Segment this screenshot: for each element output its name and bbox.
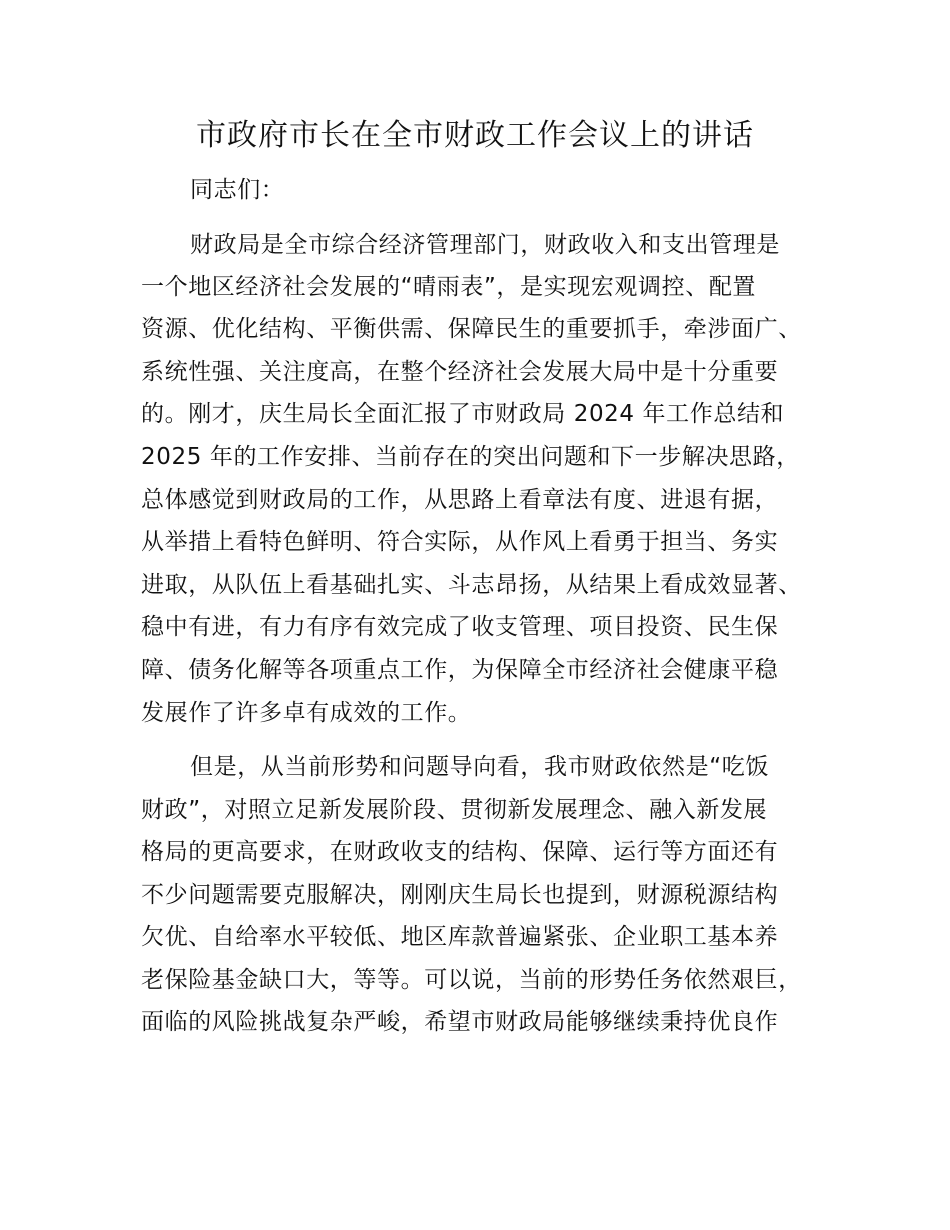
paragraph-1-line: 从举措上看特色鲜明、符合实际，从作风上看勇于担当、务实 [141,529,779,555]
paragraph-2-line: 老保险基金缺口大，等等。可以说，当前的形势任务依然艰巨， [141,967,802,993]
paragraph-1-line: 系统性强、关注度高，在整个经济社会发展大局中是十分重要 [141,359,779,385]
paragraph-2-line: 但是，从当前形势和问题导向看，我市财政依然是“吃饭 [190,754,769,780]
document-title: 市政府市长在全市财政工作会议上的讲话 [196,118,754,153]
paragraph-1-line: 财政局是全市综合经济管理部门，财政收入和支出管理是 [190,232,780,258]
paragraph-1-line: 稳中有进，有力有序有效完成了收支管理、项目投资、民生保 [141,614,779,640]
paragraph-2-line: 格局的更高要求，在财政收支的结构、保障、运行等方面还有 [141,839,779,865]
paragraph-1-line: 2025 年的工作安排、当前存在的突出问题和下一步解决思路， [141,444,800,470]
paragraph-2-line: 财政”，对照立足新发展阶段、贯彻新发展理念、融入新发展 [141,797,768,823]
paragraph-1-line: 一个地区经济社会发展的“晴雨表”，是实现宏观调控、配置 [141,274,757,300]
salutation: 同志们： [190,177,285,203]
paragraph-1-line: 总体感觉到财政局的工作，从思路上看章法有度、进退有据， [141,487,779,513]
paragraph-2-line: 不少问题需要克服解决，刚刚庆生局长也提到，财源税源结构 [141,882,779,908]
paragraph-1-line: 资源、优化结构、平衡供需、保障民生的重要抓手，牵涉面广、 [141,316,802,342]
paragraph-1-line: 发展作了许多卓有成效的工作。 [141,700,472,726]
paragraph-1-line: 的。刚才，庆生局长全面汇报了市财政局 2024 年工作总结和 [141,401,785,427]
paragraph-2-line: 欠优、自给率水平较低、地区库款普遍紧张、企业职工基本养 [141,924,779,950]
paragraph-2-line: 面临的风险挑战复杂严峻，希望市财政局能够继续秉持优良作 [141,1009,779,1035]
paragraph-1-line: 障、债务化解等各项重点工作，为保障全市经济社会健康平稳 [141,657,779,683]
paragraph-1-line: 进取，从队伍上看基础扎实、斗志昂扬，从结果上看成效显著、 [141,572,802,598]
